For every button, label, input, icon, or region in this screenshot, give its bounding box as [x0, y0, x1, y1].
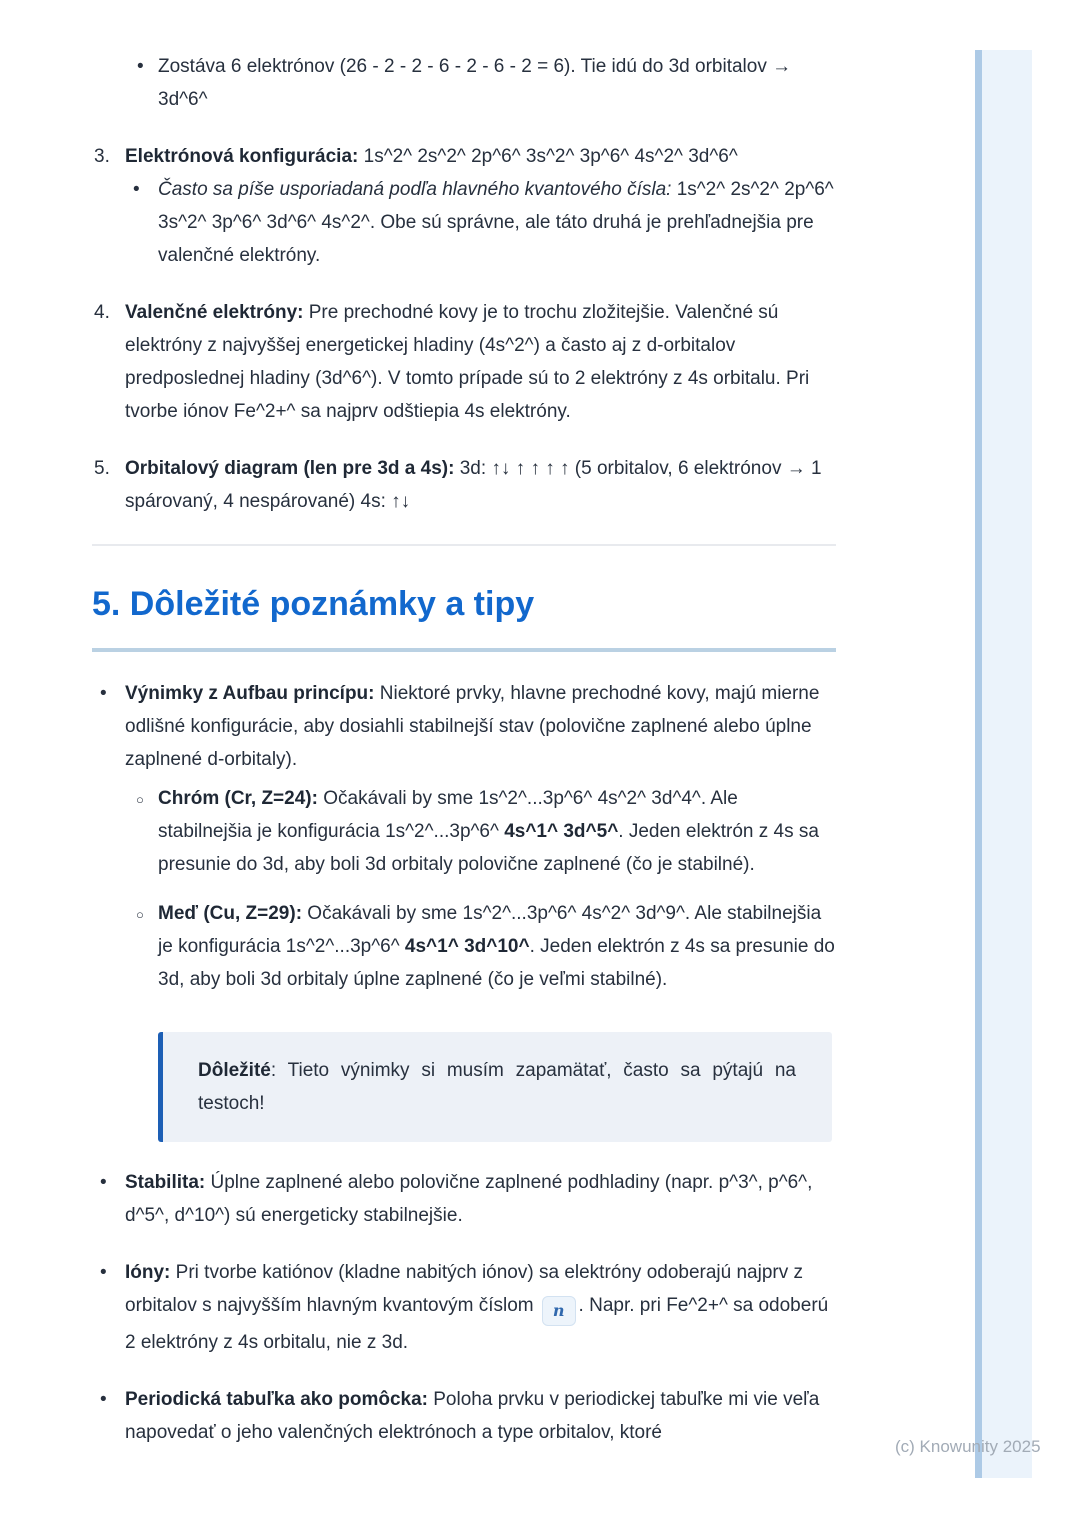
- scrollbar-track: [975, 50, 1032, 1478]
- item-text: Zostáva 6 elektrónov (26 - 2 - 2 - 6 - 2 - 6 - 2 = 6). Tie idú do 3d orbitalov → 3d^6^: [158, 56, 792, 110]
- item-text: : Tieto výnimky si musím zapamätať, často sa pýtajú na testoch!: [198, 1060, 796, 1114]
- item-content: [125, 1389, 819, 1443]
- item-text: Niektoré prvky, hlavne prechodné kovy, majú mierne odlišné konfigurácie, aby dosiahli stabilnejší stav (polovične zaplnené alebo úplne zaplnené d-orbitaly).: [125, 683, 820, 770]
- bullet-icon: •: [137, 56, 144, 77]
- item-label: Ióny:: [125, 1262, 171, 1283]
- item-label: Dôležité: [198, 1060, 271, 1081]
- item-label: Výnimky z Aufbau princípu:: [125, 683, 375, 704]
- list-item: [92, 677, 836, 1142]
- list-item: [92, 50, 836, 116]
- list-item: [92, 1383, 836, 1449]
- item-text: Očakávali by sme 1s^2^...3p^6^ 4s^2^ 3d^9^. Ale stabilnejšia je konfigurácia 1s^2^...3p^6^: [158, 903, 822, 957]
- item-label: Stabilita:: [125, 1172, 206, 1193]
- item-label: 4s^1^ 3d^10^: [404, 936, 530, 957]
- list-item: [92, 1166, 836, 1232]
- list-number: 4.: [94, 302, 110, 323]
- item-text: Pre prechodné kovy je to trochu zložitejšie. Valenčné sú elektróny z najvyššej energetickej hladiny (4s^2^) a často aj z d-orbitalov predposlednej hladiny (3d^6^). V tomto prípade sú to 2 elektróny z 4s orbitalu. Pri tvorbe iónov Fe^2+^ sa najprv odštiepia 4s elektróny.: [125, 302, 810, 422]
- bullet-icon: •: [100, 1389, 107, 1410]
- copyright-watermark: (c) Knowunity 2025: [895, 1437, 1041, 1456]
- item-text: 1s^2^ 2s^2^ 2p^6^ 3s^2^ 3p^6^ 4s^2^ 3d^6^: [358, 146, 738, 167]
- list-item: [92, 452, 836, 518]
- list-number: 3.: [94, 146, 110, 167]
- item-text: 1s^2^ 2s^2^ 2p^6^ 3s^2^ 3p^6^ 3d^6^ 4s^2^. Obe sú správne, ale táto druhá je prehľadnejšia pre valenčné elektróny.: [158, 179, 834, 266]
- item-label: 4s^1^ 3d^5^: [504, 821, 619, 842]
- numbered-list: [92, 140, 836, 518]
- item-content: [125, 1262, 828, 1353]
- section-divider: [92, 544, 836, 546]
- item-text: Úplne zaplnené alebo polovične zaplnené podhladiny (napr. p^3^, p^6^, d^5^, d^10^) sú energeticky stabilnejšie.: [125, 1172, 813, 1226]
- tips-bullet-list: [92, 677, 836, 1449]
- bullet-icon: •: [100, 683, 107, 704]
- item-text: . Napr. pri Fe^2+^ sa odoberú 2 elektróny z 4s orbitalu, nie z 3d.: [125, 1295, 829, 1353]
- list-item: [125, 897, 836, 996]
- item-label: Periodická tabuľka ako pomôcka:: [125, 1389, 428, 1410]
- document-body: [92, 50, 836, 1449]
- item-content: [158, 56, 791, 110]
- item-text: Často sa píše usporiadaná podľa hlavného kvantového čísla:: [158, 179, 672, 200]
- item-label: Meď (Cu, Z=29):: [158, 903, 303, 924]
- item-label: Orbitalový diagram (len pre 3d a 4s):: [125, 458, 455, 479]
- item-label: Chróm (Cr, Z=24):: [158, 788, 318, 809]
- circle-bullet-icon: ○: [136, 907, 144, 922]
- item-content: [125, 1172, 812, 1226]
- list-item: [92, 1256, 836, 1359]
- item-text: Pri tvorbe katiónov (kladne nabitých iónov) sa elektróny odoberajú najprv z orbitalov s najvyšším hlavným kvantovým číslom: [125, 1262, 804, 1316]
- bullet-icon: •: [100, 1172, 107, 1193]
- item-content: [158, 788, 819, 875]
- scrollbar-thumb[interactable]: [975, 50, 982, 1478]
- section-heading: 5. Dôležité poznámky a tipy: [92, 582, 836, 652]
- bullet-icon: •: [100, 1262, 107, 1283]
- item-text: . Jeden elektrón z 4s sa presunie do 3d, aby boli 3d orbitaly polovične zaplnené (čo je stabilné).: [158, 821, 819, 875]
- item-content: [125, 302, 809, 422]
- list-item: [92, 140, 836, 272]
- item-content: [158, 179, 834, 266]
- item-content: [125, 146, 738, 167]
- list-item: [92, 296, 836, 428]
- list-number: 5.: [94, 458, 110, 479]
- bullet-icon: •: [133, 179, 140, 200]
- nested-list: [125, 782, 836, 996]
- item-text: Poloha prvku v periodickej tabuľke mi vie veľa napovedať o jeho valenčných elektrónoch a type orbitalov, ktoré: [125, 1389, 820, 1443]
- circle-bullet-icon: ○: [136, 792, 144, 807]
- item-content: [125, 458, 822, 512]
- item-label: Valenčné elektróny:: [125, 302, 304, 323]
- item-label: Elektrónová konfigurácia:: [125, 146, 359, 167]
- list-item: [125, 173, 836, 272]
- intro-bullet-list: [92, 50, 836, 116]
- nested-list: [125, 173, 836, 272]
- callout-important: [158, 1032, 832, 1142]
- item-text: . Jeden elektrón z 4s sa presunie do 3d, aby boli 3d orbitaly úplne zaplnené (čo je veľmi stabilné).: [158, 936, 835, 990]
- callout-text: [198, 1054, 796, 1120]
- item-text: 3d: ↑↓ ↑ ↑ ↑ ↑ (5 orbitalov, 6 elektrónov → 1 spárovaný, 4 nespárované) 4s: ↑↓: [125, 458, 822, 512]
- item-text: Očakávali by sme 1s^2^...3p^6^ 4s^2^ 3d^4^. Ale stabilnejšia je konfigurácia 1s^2^...3p^6^: [158, 788, 738, 842]
- item-content: [158, 903, 835, 990]
- inline-code-chip: n: [542, 1296, 576, 1326]
- list-item: [125, 782, 836, 881]
- item-content: [125, 683, 819, 770]
